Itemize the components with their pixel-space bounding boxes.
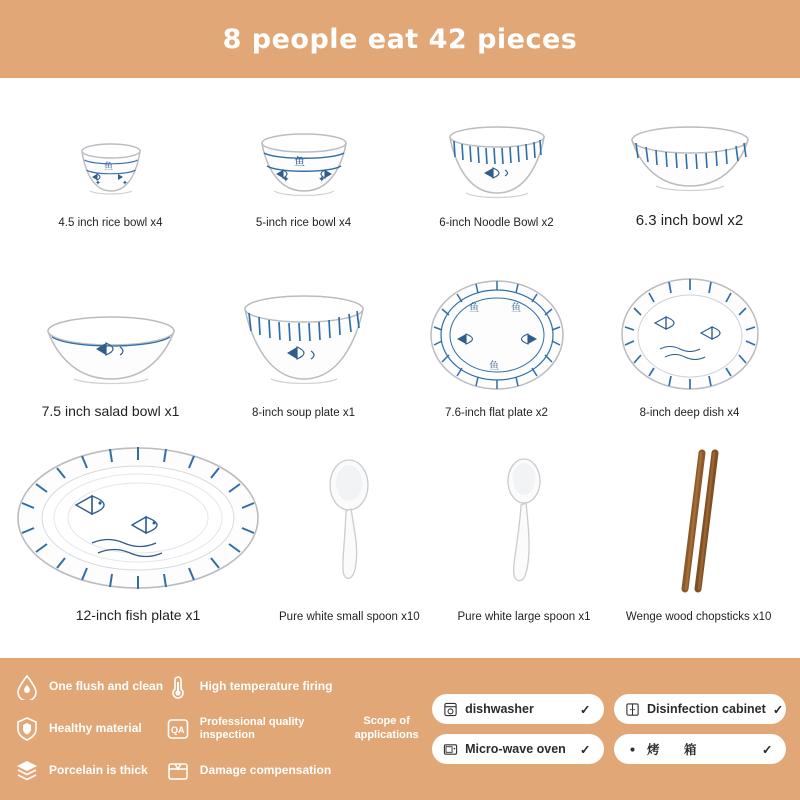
product-caption: Pure white large spoon x1	[457, 611, 591, 623]
product-caption: 8-inch deep dish x4	[639, 407, 740, 419]
feature-professional-quality-inspection	[165, 715, 339, 743]
product-row	[14, 229, 786, 419]
scope-of-applications	[345, 715, 428, 743]
product-caption: 12-inch fish plate x1	[75, 607, 201, 623]
wide-bowl-icon	[622, 102, 758, 198]
noodle-bowl-icon	[438, 107, 556, 203]
product-row	[14, 84, 786, 229]
badge-disinfection-cabinet	[614, 694, 786, 724]
feature-column-right	[165, 673, 339, 785]
salad-bowl-icon	[36, 259, 186, 389]
badge-label: 烤 箱	[647, 743, 703, 757]
product-item-wide-bowl[interactable]	[593, 84, 786, 229]
product-row	[14, 423, 786, 623]
small-rice-bowl-icon	[68, 107, 154, 203]
product-item-deep-dish[interactable]	[593, 229, 786, 419]
page-title: 8 people eat 42 pieces	[222, 23, 578, 55]
fish-plate-icon	[14, 433, 262, 593]
shield-icon	[14, 715, 40, 743]
product-caption: Pure white small spoon x10	[279, 611, 420, 623]
check-icon: ✓	[762, 742, 773, 757]
feature-one-flush-and-clean	[14, 673, 165, 701]
check-icon: ✓	[580, 702, 591, 717]
badge-dishwasher	[432, 694, 604, 724]
large-spoon-icon	[484, 437, 564, 597]
chopsticks-icon	[654, 437, 744, 597]
svg-text:鱼: 鱼	[510, 303, 521, 314]
product-caption: 7.6-inch flat plate x2	[445, 407, 548, 419]
product-item-flat-plate[interactable]	[400, 229, 593, 419]
badge-label: Micro-wave oven	[465, 742, 566, 756]
rice-bowl-icon	[250, 107, 358, 203]
svg-text:✦: ✦	[94, 180, 101, 187]
microwave-icon	[442, 742, 458, 757]
flat-plate-icon	[423, 263, 571, 393]
small-spoon-icon	[309, 437, 389, 597]
dishwasher-icon	[442, 702, 458, 717]
water-drop-icon	[14, 673, 40, 701]
badge-label: Disinfection cabinet	[647, 702, 766, 716]
soup-plate-icon	[229, 263, 379, 393]
feature-label: Damage compensation	[199, 763, 332, 778]
layers-icon	[14, 757, 40, 785]
feature-label: High temperature firing	[199, 679, 333, 694]
product-caption: 5-inch rice bowl x4	[255, 217, 352, 229]
cabinet-icon	[624, 702, 640, 717]
package-icon	[165, 757, 191, 785]
feature-label: One flush and clean	[49, 679, 164, 694]
application-badges	[428, 694, 800, 764]
product-caption: 4.5 inch rice bowl x4	[58, 217, 163, 229]
product-caption: 8-inch soup plate x1	[252, 407, 355, 419]
qa-icon	[165, 715, 191, 743]
check-icon: ✓	[772, 702, 784, 717]
svg-text:QA: QA	[170, 725, 185, 735]
product-caption: 7.5 inch salad bowl x1	[41, 403, 180, 419]
svg-text:鱼: 鱼	[293, 155, 305, 168]
feature-label: Porcelain is thick	[49, 763, 148, 778]
product-item-chopsticks[interactable]	[611, 423, 786, 623]
feature-column-left	[14, 673, 165, 785]
product-caption: 6.3 inch bowl x2	[635, 212, 744, 229]
feature-healthy-material	[14, 715, 165, 743]
product-item-small-spoon[interactable]	[262, 423, 437, 623]
product-caption: 6-inch Noodle Bowl x2	[439, 217, 554, 229]
thermometer-icon	[165, 673, 191, 701]
product-item-rice-bowl-45[interactable]	[14, 84, 207, 229]
footer-features	[0, 658, 800, 800]
svg-text:鱼: 鱼	[488, 361, 499, 372]
check-icon: ✓	[580, 742, 591, 757]
svg-text:✦: ✦	[281, 174, 290, 184]
product-item-noodle-bowl[interactable]	[400, 84, 593, 229]
feature-porcelain-is-thick	[14, 757, 165, 785]
oven-icon	[624, 742, 640, 757]
badge-label: dishwasher	[465, 702, 534, 716]
svg-text:✦: ✦	[317, 174, 326, 184]
feature-label: Professional quality inspection	[199, 716, 305, 741]
svg-text:鱼: 鱼	[103, 162, 113, 172]
svg-text:鱼: 鱼	[468, 303, 479, 314]
product-item-large-spoon[interactable]	[437, 423, 612, 623]
product-item-soup-plate[interactable]	[207, 229, 400, 419]
feature-high-temperature-firing	[165, 673, 339, 701]
product-item-salad-bowl[interactable]	[14, 229, 207, 419]
product-caption: Wenge wood chopsticks x10	[625, 611, 772, 623]
page-header	[0, 0, 800, 78]
product-grid	[0, 78, 800, 623]
badge-oven	[614, 734, 786, 764]
badge-microwave-oven	[432, 734, 604, 764]
product-item-fish-plate[interactable]	[14, 423, 262, 623]
feature-damage-compensation	[165, 757, 339, 785]
feature-label: Healthy material	[49, 721, 142, 736]
product-item-rice-bowl-5[interactable]	[207, 84, 400, 229]
scope-label: Scope of applications	[354, 715, 419, 741]
deep-dish-icon	[615, 263, 765, 393]
svg-text:✦: ✦	[121, 180, 128, 187]
